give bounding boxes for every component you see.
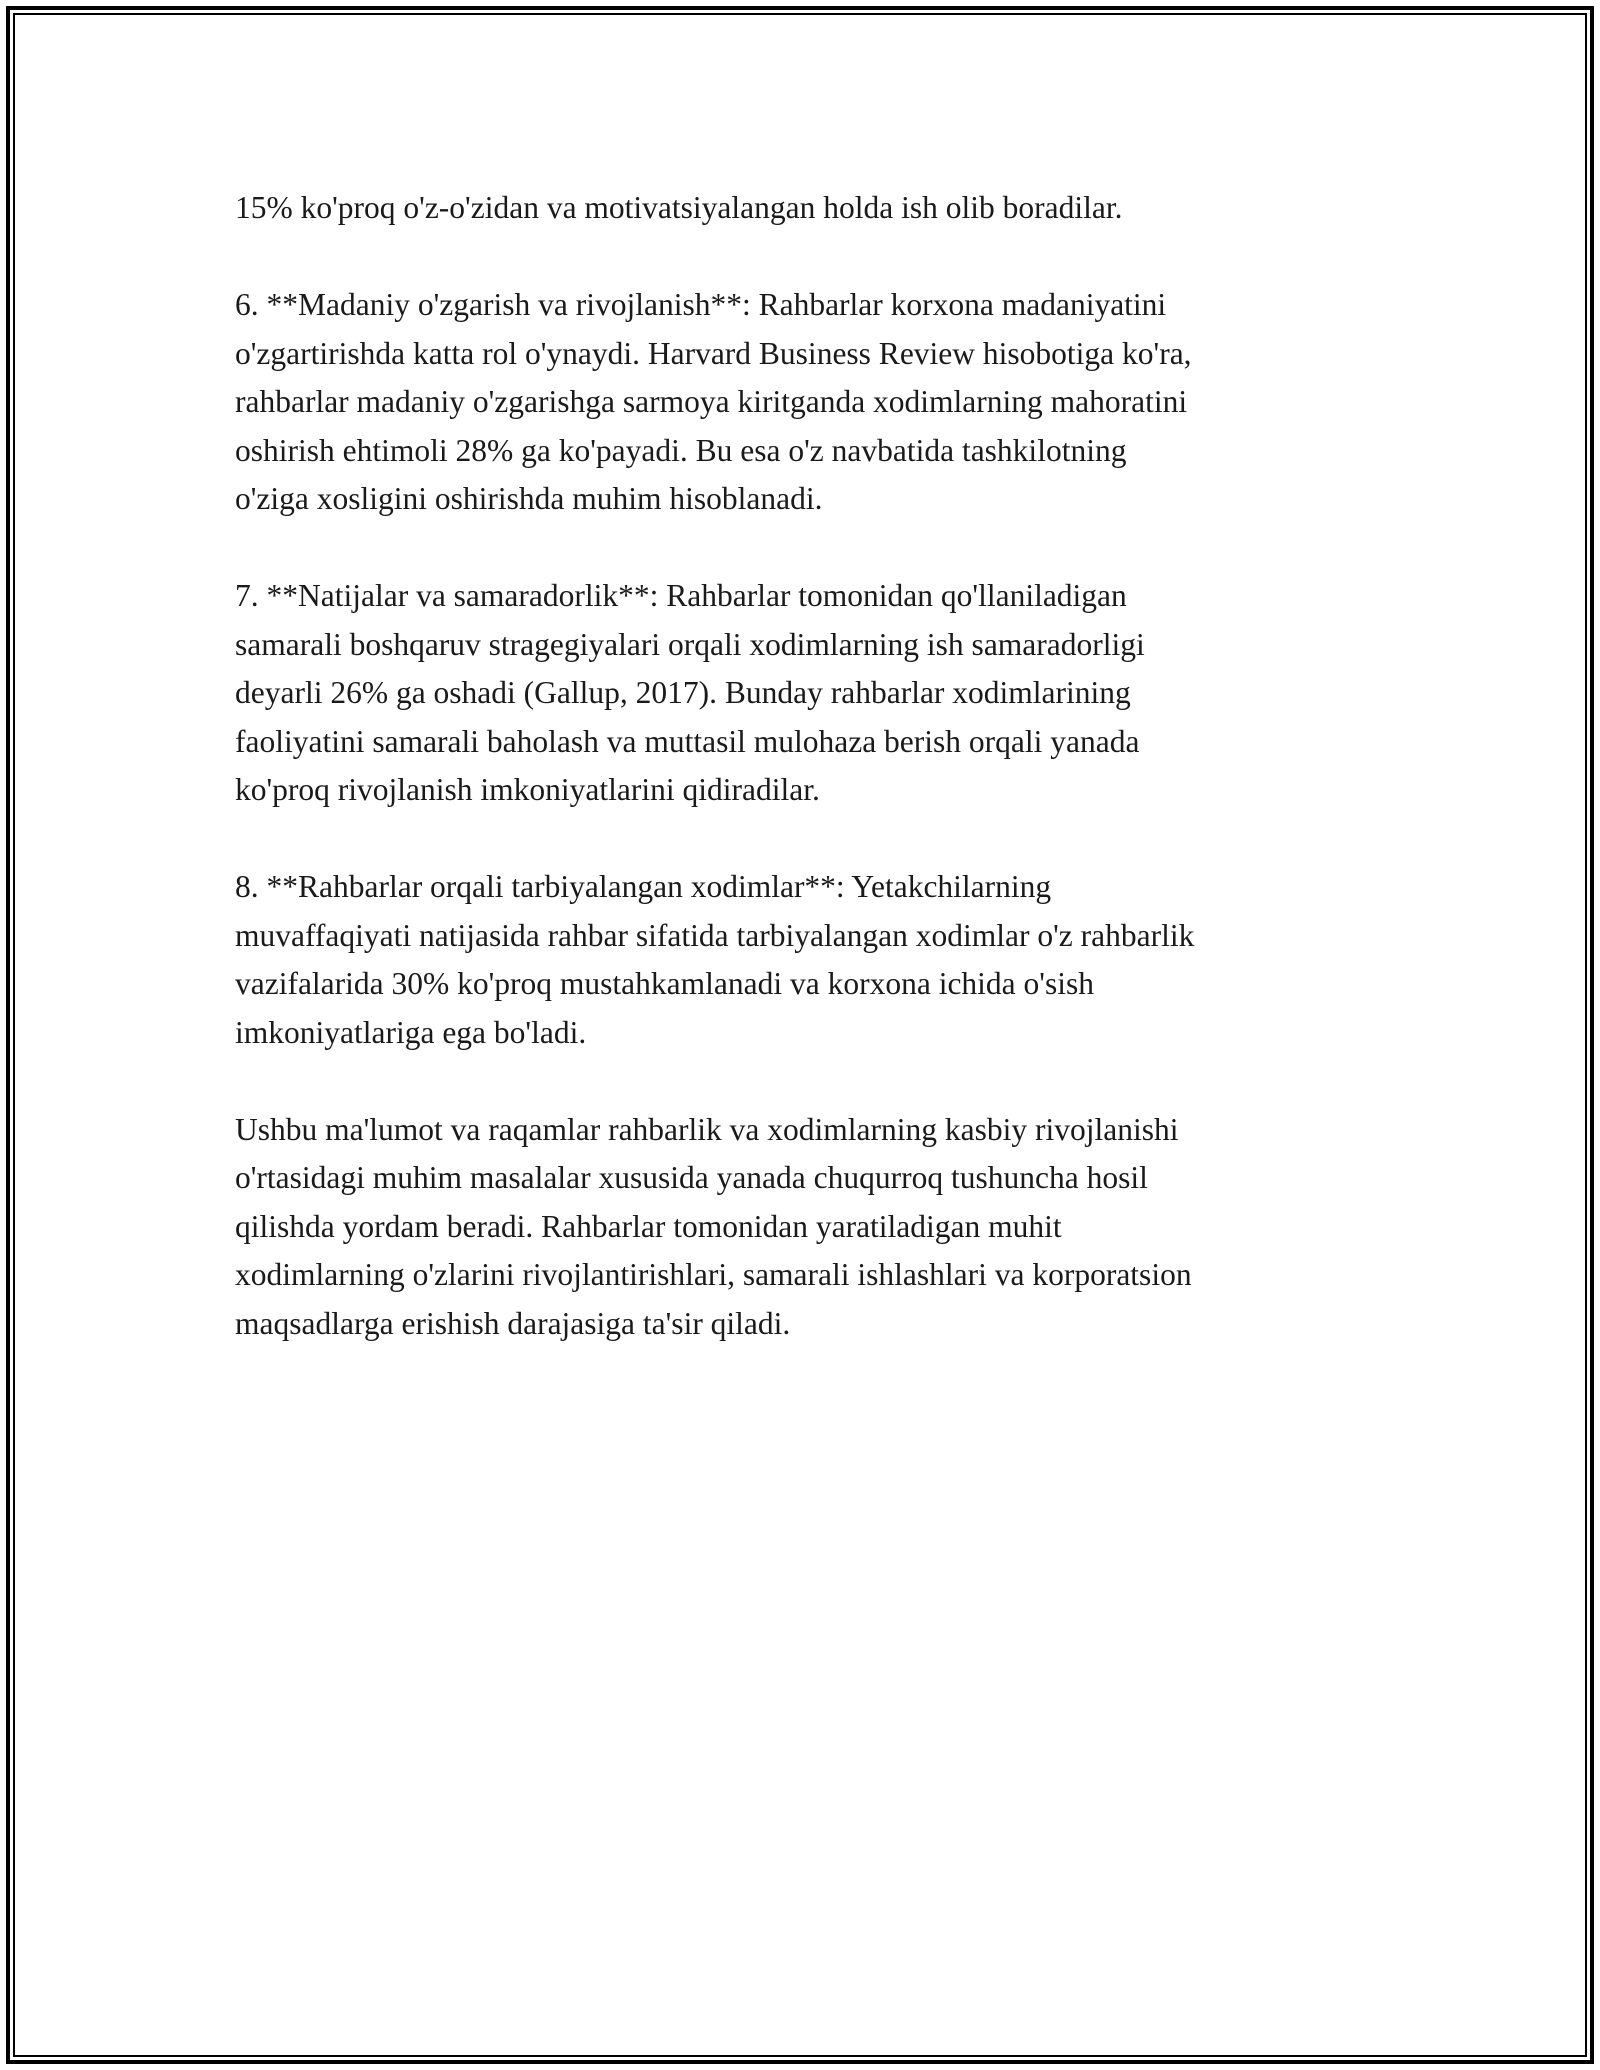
document-body (235, 184, 1375, 1348)
paragraph-conclusion: Ushbu ma'lumot va raqamlar rahbarlik va xodimlarning kasbiy rivojlanishi o'rtasidagi muhim masalalar xususida yanada chuqurroq tushuncha hosil qilishda yordam beradi. Rahbarlar tomonidan yaratiladigan muhit xodimlarning o'zlarini rivojlantirishlari, samarali ishlashlari va korporatsion maqsadlarga erishish darajasiga ta'sir qiladi. (235, 1111, 1192, 1341)
paragraph-item-6: 6. **Madaniy o'zgarish va rivojlanish**: Rahbarlar korxona madaniyatini o'zgartirishda katta rol o'ynaydi. Harvard Business Review hisobotiga ko'ra, rahbarlar madaniy o'zgarishga sarmoya kiritganda xodimlarning mahoratini oshirish ehtimoli 28% ga ko'payadi. Bu esa o'z navbatida tashkilotning o'ziga xosligini oshirishda muhim hisoblanadi. (235, 287, 1192, 516)
paragraph-item-8: 8. **Rahbarlar orqali tarbiyalangan xodimlar**: Yetakchilarning muvaffaqiyati natijasida rahbar sifatida tarbiyalangan xodimlar o'z rahbarlik vazifalarida 30% ko'proq mustahkamlanadi va korxona ichida o'sish imkoniyatlariga ega bo'ladi. (235, 869, 1195, 1050)
paragraph-item-7: 7. **Natijalar va samaradorlik**: Rahbarlar tomonidan qo'llaniladigan samarali boshqaruv stragegiyalari orqali xodimlarning ish samaradorligi deyarli 26% ga oshadi (Gallup, 2017). Bunday rahbarlar xodimlarining faoliyatini samarali baholash va muttasil mulohaza berish orqali yanada ko'proq rivojlanish imkoniyatlarini qidiradilar. (235, 578, 1145, 807)
paragraph-continuation: 15% ko'proq o'z-o'zidan va motivatsiyalangan holda ish olib boradilar. (235, 190, 1123, 225)
